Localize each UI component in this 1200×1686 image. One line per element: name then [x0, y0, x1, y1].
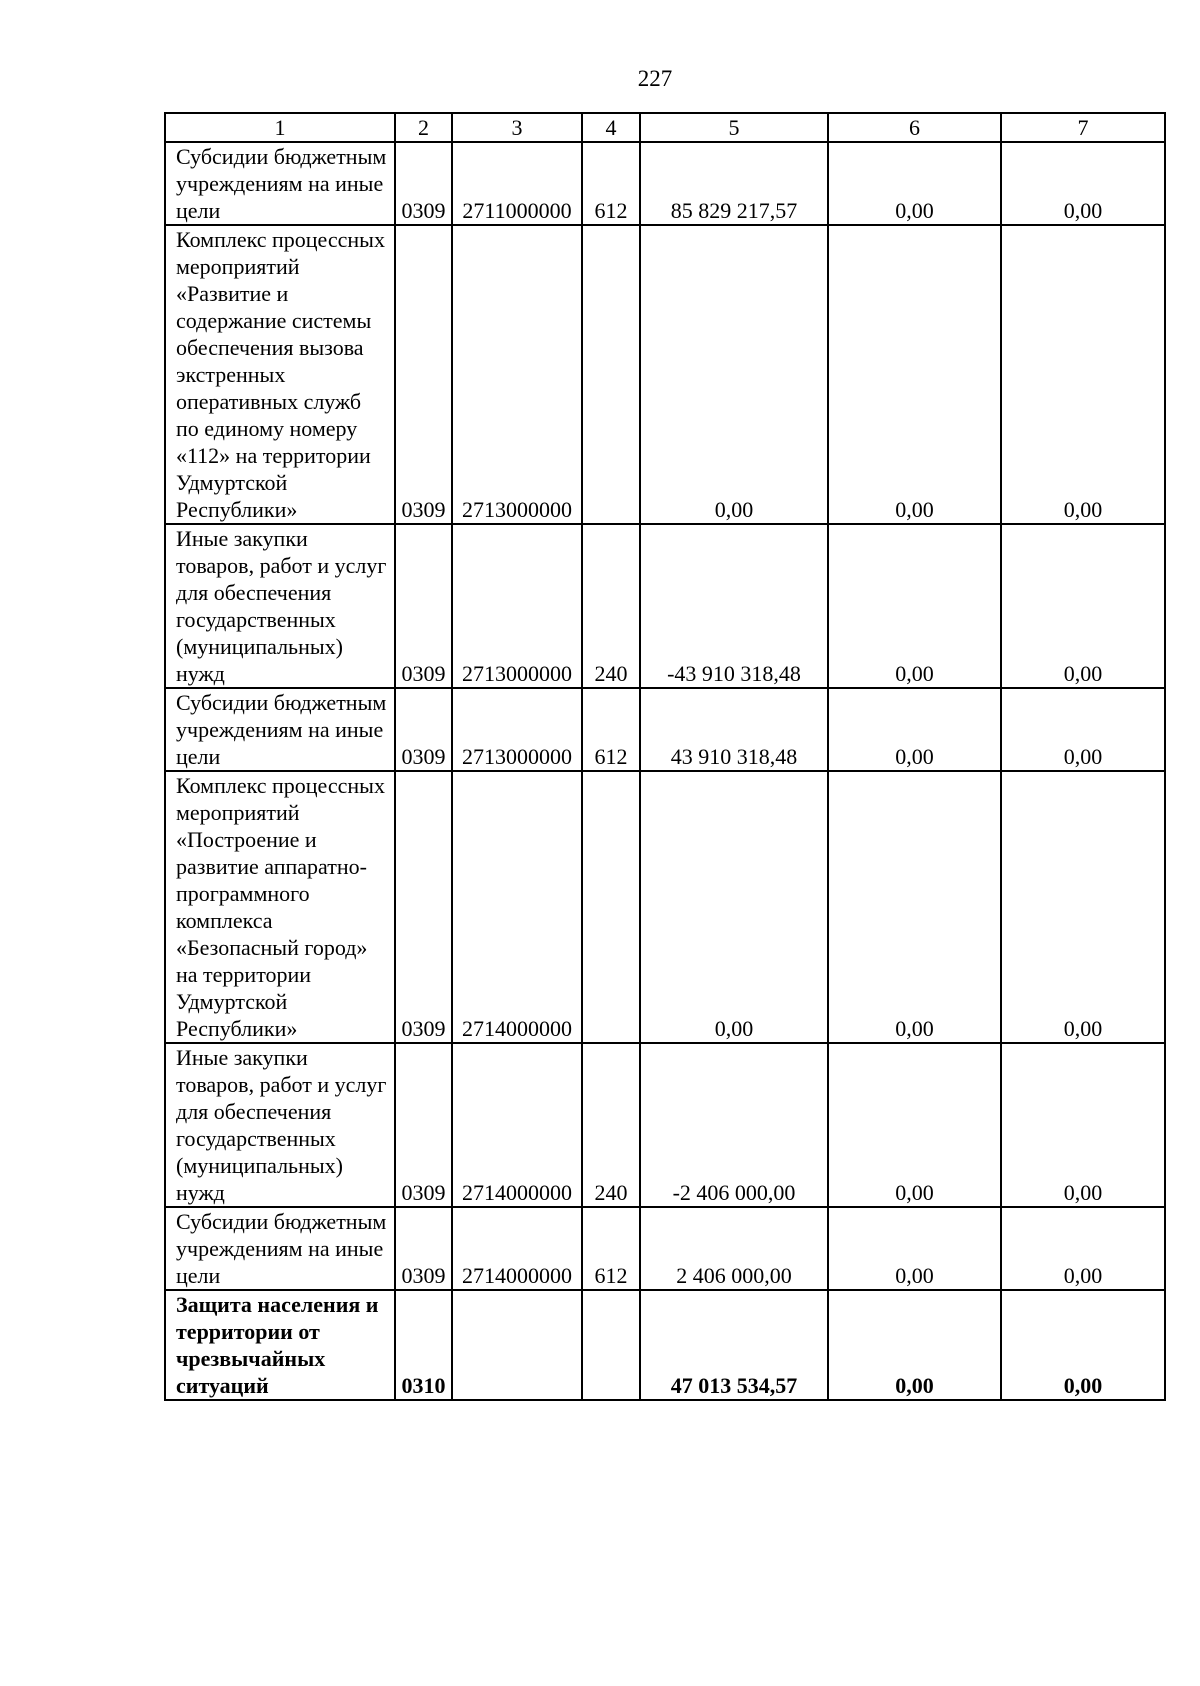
expense-type-cell: 240 — [582, 524, 640, 688]
amount-cell: 43 910 318,48 — [640, 688, 828, 771]
table-row — [165, 688, 1165, 771]
amount-year2-cell: 0,00 — [828, 688, 1001, 771]
section-code-cell: 0309 — [395, 1043, 452, 1207]
amount-year3-cell: 0,00 — [1001, 1043, 1165, 1207]
budget-table — [164, 112, 1166, 1401]
table-row — [165, 142, 1165, 225]
amount-year3-cell: 0,00 — [1001, 225, 1165, 524]
amount-cell: 0,00 — [640, 225, 828, 524]
section-code-cell: 0309 — [395, 524, 452, 688]
column-header: 7 — [1001, 113, 1165, 142]
expense-type-cell: 240 — [582, 1043, 640, 1207]
row-name-cell: Иные закупки товаров, работ и услуг для обеспечения государственных (муниципальных) нужд — [165, 1043, 395, 1207]
amount-year2-cell: 0,00 — [828, 1290, 1001, 1400]
section-code-cell: 0310 — [395, 1290, 452, 1400]
amount-cell: -43 910 318,48 — [640, 524, 828, 688]
page-number: 227 — [637, 66, 673, 91]
table-row — [165, 524, 1165, 688]
target-article-cell: 2714000000 — [452, 1207, 582, 1290]
column-header: 6 — [828, 113, 1001, 142]
target-article-cell — [452, 1290, 582, 1400]
table-row — [165, 771, 1165, 1043]
target-article-cell: 2714000000 — [452, 1043, 582, 1207]
table-body — [165, 142, 1165, 1400]
column-header: 1 — [165, 113, 395, 142]
amount-year2-cell: 0,00 — [828, 1207, 1001, 1290]
target-article-cell: 2713000000 — [452, 225, 582, 524]
table-row — [165, 1290, 1165, 1400]
column-header: 2 — [395, 113, 452, 142]
amount-year2-cell: 0,00 — [828, 142, 1001, 225]
table-row — [165, 225, 1165, 524]
section-code-cell: 0309 — [395, 688, 452, 771]
row-name-cell: Субсидии бюджетным учреждениям на иные цели — [165, 1207, 395, 1290]
expense-type-cell: 612 — [582, 688, 640, 771]
amount-year3-cell: 0,00 — [1001, 771, 1165, 1043]
column-number-row — [165, 113, 1165, 142]
row-name-cell: Субсидии бюджетным учреждениям на иные цели — [165, 142, 395, 225]
amount-cell: 2 406 000,00 — [640, 1207, 828, 1290]
amount-cell: -2 406 000,00 — [640, 1043, 828, 1207]
target-article-cell: 2711000000 — [452, 142, 582, 225]
amount-year3-cell: 0,00 — [1001, 1290, 1165, 1400]
expense-type-cell: 612 — [582, 1207, 640, 1290]
target-article-cell: 2713000000 — [452, 688, 582, 771]
section-code-cell: 0309 — [395, 225, 452, 524]
amount-year2-cell: 0,00 — [828, 1043, 1001, 1207]
amount-cell: 47 013 534,57 — [640, 1290, 828, 1400]
amount-year2-cell: 0,00 — [828, 524, 1001, 688]
amount-cell: 0,00 — [640, 771, 828, 1043]
expense-type-cell: 612 — [582, 142, 640, 225]
section-code-cell: 0309 — [395, 142, 452, 225]
target-article-cell: 2714000000 — [452, 771, 582, 1043]
expense-type-cell — [582, 1290, 640, 1400]
row-name-cell: Комплекс процессных мероприятий «Построение и развитие аппаратно-программного комплекса «Безопасный город» на территории Удмуртской Республики» — [165, 771, 395, 1043]
row-name-cell: Защита населения и территории от чрезвычайных ситуаций — [165, 1290, 395, 1400]
section-code-cell: 0309 — [395, 771, 452, 1043]
expense-type-cell — [582, 225, 640, 524]
row-name-cell: Иные закупки товаров, работ и услуг для обеспечения государственных (муниципальных) нужд — [165, 524, 395, 688]
amount-year3-cell: 0,00 — [1001, 1207, 1165, 1290]
column-header: 4 — [582, 113, 640, 142]
row-name-cell: Субсидии бюджетным учреждениям на иные цели — [165, 688, 395, 771]
column-header: 3 — [452, 113, 582, 142]
amount-year3-cell: 0,00 — [1001, 142, 1165, 225]
table-row — [165, 1207, 1165, 1290]
row-name-cell: Комплекс процессных мероприятий «Развитие и содержание системы обеспечения вызова экстренных оперативных служб по единому номеру «112» на территории Удмуртской Республики» — [165, 225, 395, 524]
column-header: 5 — [640, 113, 828, 142]
amount-year2-cell: 0,00 — [828, 225, 1001, 524]
amount-year3-cell: 0,00 — [1001, 524, 1165, 688]
amount-year2-cell: 0,00 — [828, 771, 1001, 1043]
target-article-cell: 2713000000 — [452, 524, 582, 688]
expense-type-cell — [582, 771, 640, 1043]
section-code-cell: 0309 — [395, 1207, 452, 1290]
table-row — [165, 1043, 1165, 1207]
amount-cell: 85 829 217,57 — [640, 142, 828, 225]
amount-year3-cell: 0,00 — [1001, 688, 1165, 771]
